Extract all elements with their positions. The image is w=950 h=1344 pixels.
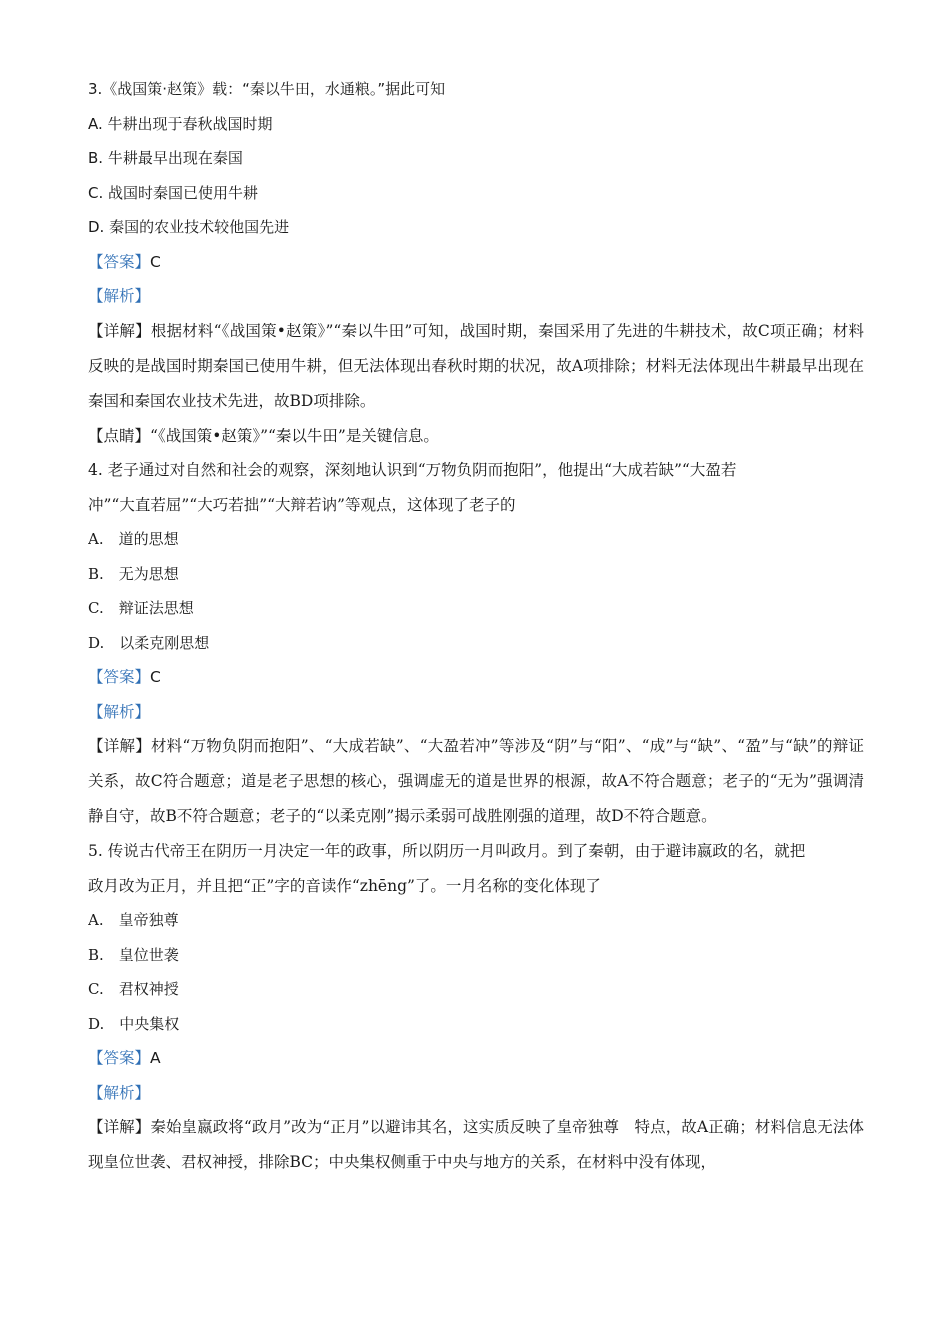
question-5 [88,834,864,1180]
option-a: A. 道的思想 [88,530,179,548]
option-c: C. 君权神授 [88,980,179,998]
analysis-line [88,695,864,730]
option-b: B. 无为思想 [88,564,179,583]
option-d: D. 以柔克刚思想 [88,633,210,652]
answer-value: A [150,1049,161,1067]
option-b: B. 牛耕最早出现在秦国 [88,149,243,167]
question-stem-continued: 冲”“大直若屈”“大巧若拙”“大辩若讷”等观点，这体现了老子的 [88,495,516,514]
detail-text: 根据材料“《战国策•赵策》”“秦以牛田”可知，战国时期，秦国采用了先进的牛耕技术，故C项正确；材料反映的是战国时期秦国已使用牛耕，但无法体现出春秋时期的状况，故A项排除；材料无法体现出牛耕最早出现在秦国和秦国农业技术先进，故BD项排除。 [88,321,864,410]
detail-tag: 【详解】 [88,321,151,340]
answer-line [88,245,864,280]
question-stem: 5. 传说古代帝王在阴历一月决定一年的政事，所以阴历一月叫政月。到了秦朝，由于避讳嬴政的名，就把 [88,842,806,860]
question-stem-continued: 政月改为正月，并且把“正”字的音读作“zhēng”了。一月名称的变化体现了 [88,876,601,895]
analysis-tag: 【解析】 [88,287,151,305]
answer-tag: 【答案】 [88,1049,151,1067]
option-c: C. 战国时秦国已使用牛耕 [88,183,259,202]
detail-paragraph [88,1110,864,1180]
detail-tag: 【详解】 [88,1118,151,1136]
point-text: “《战国策•赵策》”“秦以牛田”是关键信息。 [150,426,439,445]
question-stem: 4. 老子通过对自然和社会的观察，深刻地认识到“万物负阴而抱阳”，他提出“大成若缺”“大盈若 [88,461,737,479]
option-a: A. 牛耕出现于春秋战国时期 [88,114,273,133]
answer-line [88,660,864,695]
answer-tag: 【答案】 [88,668,151,686]
analysis-line [88,1076,864,1111]
detail-paragraph [88,314,864,419]
analysis-tag: 【解析】 [88,702,151,721]
analysis-tag: 【解析】 [88,1083,151,1102]
answer-line [88,1041,864,1076]
detail-paragraph [88,729,864,834]
option-d: D. 秦国的农业技术较他国先进 [88,218,290,236]
answer-tag: 【答案】 [88,252,151,271]
answer-value: C [150,252,161,271]
option-c: C. 辩证法思想 [88,599,194,617]
option-d: D. 中央集权 [88,1014,180,1033]
point-line [88,419,864,454]
question-4 [88,453,864,834]
option-a: A. 皇帝独尊 [88,911,179,929]
analysis-line [88,279,864,314]
question-stem: 3.《战国策·赵策》载：“秦以牛田，水通粮。”据此可知 [88,80,446,98]
detail-text: 秦始皇嬴政将“政月”改为“正月”以避讳其名，这实质反映了皇帝独尊 特点，故A正确；材料信息无法体现皇位世袭、君权神授，排除BC；中央集权侧重于中央与地方的关系，在材料中没有体现， [88,1118,864,1171]
option-b: B. 皇位世袭 [88,945,179,964]
answer-value: C [150,668,161,686]
document-page [88,72,864,1180]
point-tag: 【点睛】 [88,426,151,445]
detail-text: 材料“万物负阴而抱阳”、“大成若缺”、“大盈若冲”等涉及“阴”与“阳”、“成”与“缺”、“盈”与“缺”的辩证关系，故C符合题意；道是老子思想的核心，强调虚无的道是世界的根源，故A不符合题意；老子的“无为”强调清静自守，故B不符合题意；老子的“以柔克刚”揭示柔弱可战胜刚强的道理，故D不符合题意。 [88,737,864,825]
detail-tag: 【详解】 [88,737,151,755]
question-3 [88,72,864,453]
